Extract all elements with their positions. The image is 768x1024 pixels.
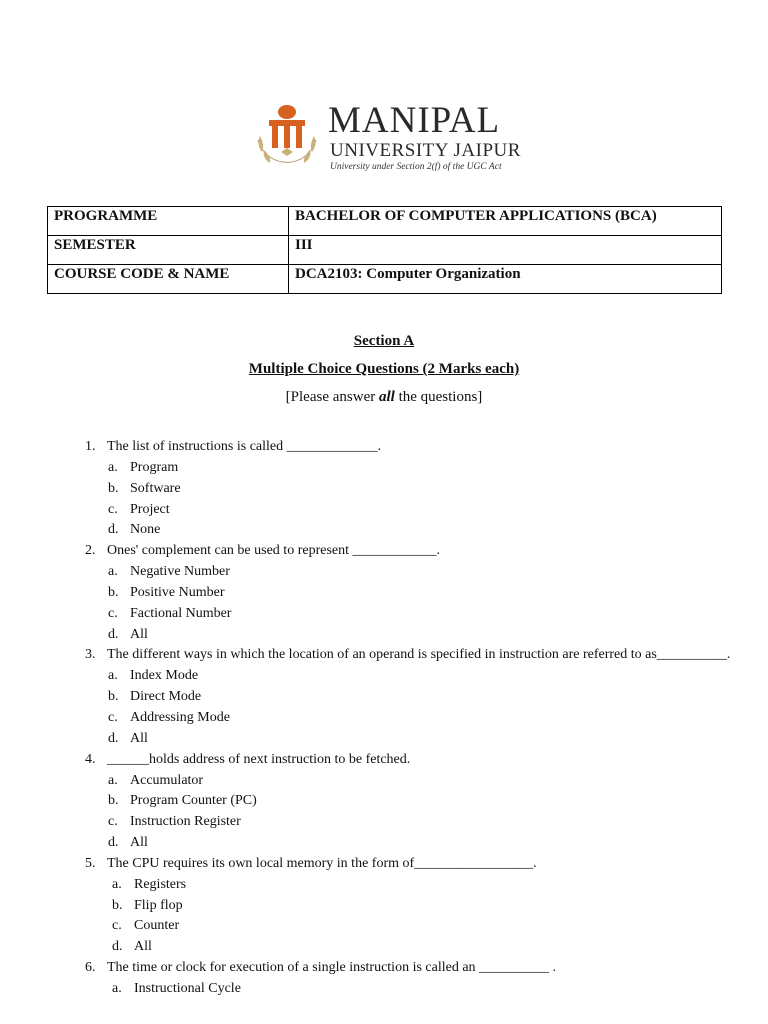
option-text: Negative Number bbox=[130, 564, 230, 580]
option-letter: d. bbox=[108, 835, 119, 850]
option-letter: b. bbox=[112, 897, 123, 913]
semester-label: SEMESTER bbox=[48, 236, 289, 265]
option-text: Software bbox=[130, 480, 181, 496]
table-row bbox=[48, 236, 722, 265]
question-text: ______holds address of next instruction to be fetched. bbox=[107, 751, 411, 767]
option-text: Index Mode bbox=[130, 668, 199, 684]
option-text: Program Counter (PC) bbox=[130, 793, 257, 809]
question-number: 1. bbox=[85, 439, 96, 454]
option-text: Program bbox=[130, 460, 179, 475]
option-letter: b. bbox=[108, 793, 119, 809]
course-label: COURSE CODE & NAME bbox=[48, 265, 289, 294]
option-letter: a. bbox=[112, 876, 122, 892]
question-number: 3. bbox=[85, 647, 96, 663]
option-letter: d. bbox=[108, 626, 119, 642]
university-seal-icon bbox=[250, 100, 324, 178]
option-text: Factional Number bbox=[130, 605, 232, 621]
option-text: Instruction Register bbox=[130, 814, 241, 830]
option-text: Instructional Cycle bbox=[134, 981, 241, 996]
option-text: Registers bbox=[134, 876, 187, 892]
question-number: 5. bbox=[85, 855, 96, 871]
option-text: Project bbox=[130, 501, 170, 517]
option-text: All bbox=[130, 730, 148, 746]
option-letter: c. bbox=[108, 605, 118, 621]
option-text: None bbox=[130, 522, 161, 538]
semester-value: III bbox=[289, 236, 722, 265]
question-text: The list of instructions is called _____________. bbox=[107, 439, 382, 454]
question-number: 4. bbox=[85, 751, 96, 767]
question-text: The different ways in which the location of an operand is specified in instruction are referred to as__________. bbox=[107, 647, 731, 663]
programme-label: PROGRAMME bbox=[48, 207, 289, 236]
instruction-pre: [Please answer bbox=[285, 389, 379, 405]
logo-subtitle: UNIVERSITY JAIPUR bbox=[330, 140, 521, 161]
option-text: Accumulator bbox=[130, 772, 204, 788]
instruction-post: the questions] bbox=[394, 389, 483, 405]
programme-value: BACHELOR OF COMPUTER APPLICATIONS (BCA) bbox=[289, 207, 722, 236]
option-text: All bbox=[130, 626, 148, 642]
option-letter: c. bbox=[112, 918, 122, 934]
option-letter: a. bbox=[108, 564, 118, 580]
option-letter: b. bbox=[108, 480, 119, 496]
logo-tagline: University under Section 2(f) of the UGC Act bbox=[330, 162, 502, 172]
option-text: Addressing Mode bbox=[130, 710, 230, 725]
option-letter: c. bbox=[108, 814, 118, 830]
option-text: Counter bbox=[134, 918, 180, 934]
option-letter: c. bbox=[108, 501, 118, 517]
option-letter: c. bbox=[108, 710, 118, 725]
option-letter: d. bbox=[112, 939, 123, 955]
option-letter: a. bbox=[108, 460, 118, 475]
course-value: DCA2103: Computer Organization bbox=[289, 265, 722, 294]
table-row bbox=[48, 265, 722, 294]
section-subtitle: Multiple Choice Questions (2 Marks each) bbox=[248, 361, 520, 377]
option-letter: b. bbox=[108, 585, 119, 600]
question-number: 6. bbox=[85, 960, 96, 975]
question-text: The time or clock for execution of a single instruction is called an __________ . bbox=[107, 960, 557, 975]
option-text: Direct Mode bbox=[130, 689, 202, 705]
option-text: All bbox=[134, 939, 152, 955]
option-letter: a. bbox=[108, 668, 118, 684]
option-letter: d. bbox=[108, 730, 119, 746]
question-number: 2. bbox=[85, 543, 96, 559]
option-letter: b. bbox=[108, 689, 119, 705]
course-info-table bbox=[47, 206, 722, 294]
option-text: Flip flop bbox=[134, 897, 183, 913]
option-letter: d. bbox=[108, 522, 119, 538]
university-logo bbox=[250, 100, 540, 178]
option-text: All bbox=[130, 835, 148, 850]
option-letter: a. bbox=[108, 772, 118, 788]
option-letter: a. bbox=[112, 981, 122, 996]
instruction-emphasis: all bbox=[378, 389, 395, 405]
logo-name: MANIPAL bbox=[328, 100, 501, 141]
question-text: Ones' complement can be used to represent ____________. bbox=[107, 543, 440, 559]
section-title: Section A bbox=[353, 333, 415, 349]
instruction-text bbox=[0, 389, 768, 406]
option-text: Positive Number bbox=[130, 585, 225, 600]
question-text: The CPU requires its own local memory in the form of_________________. bbox=[107, 855, 537, 871]
table-row bbox=[48, 207, 722, 236]
